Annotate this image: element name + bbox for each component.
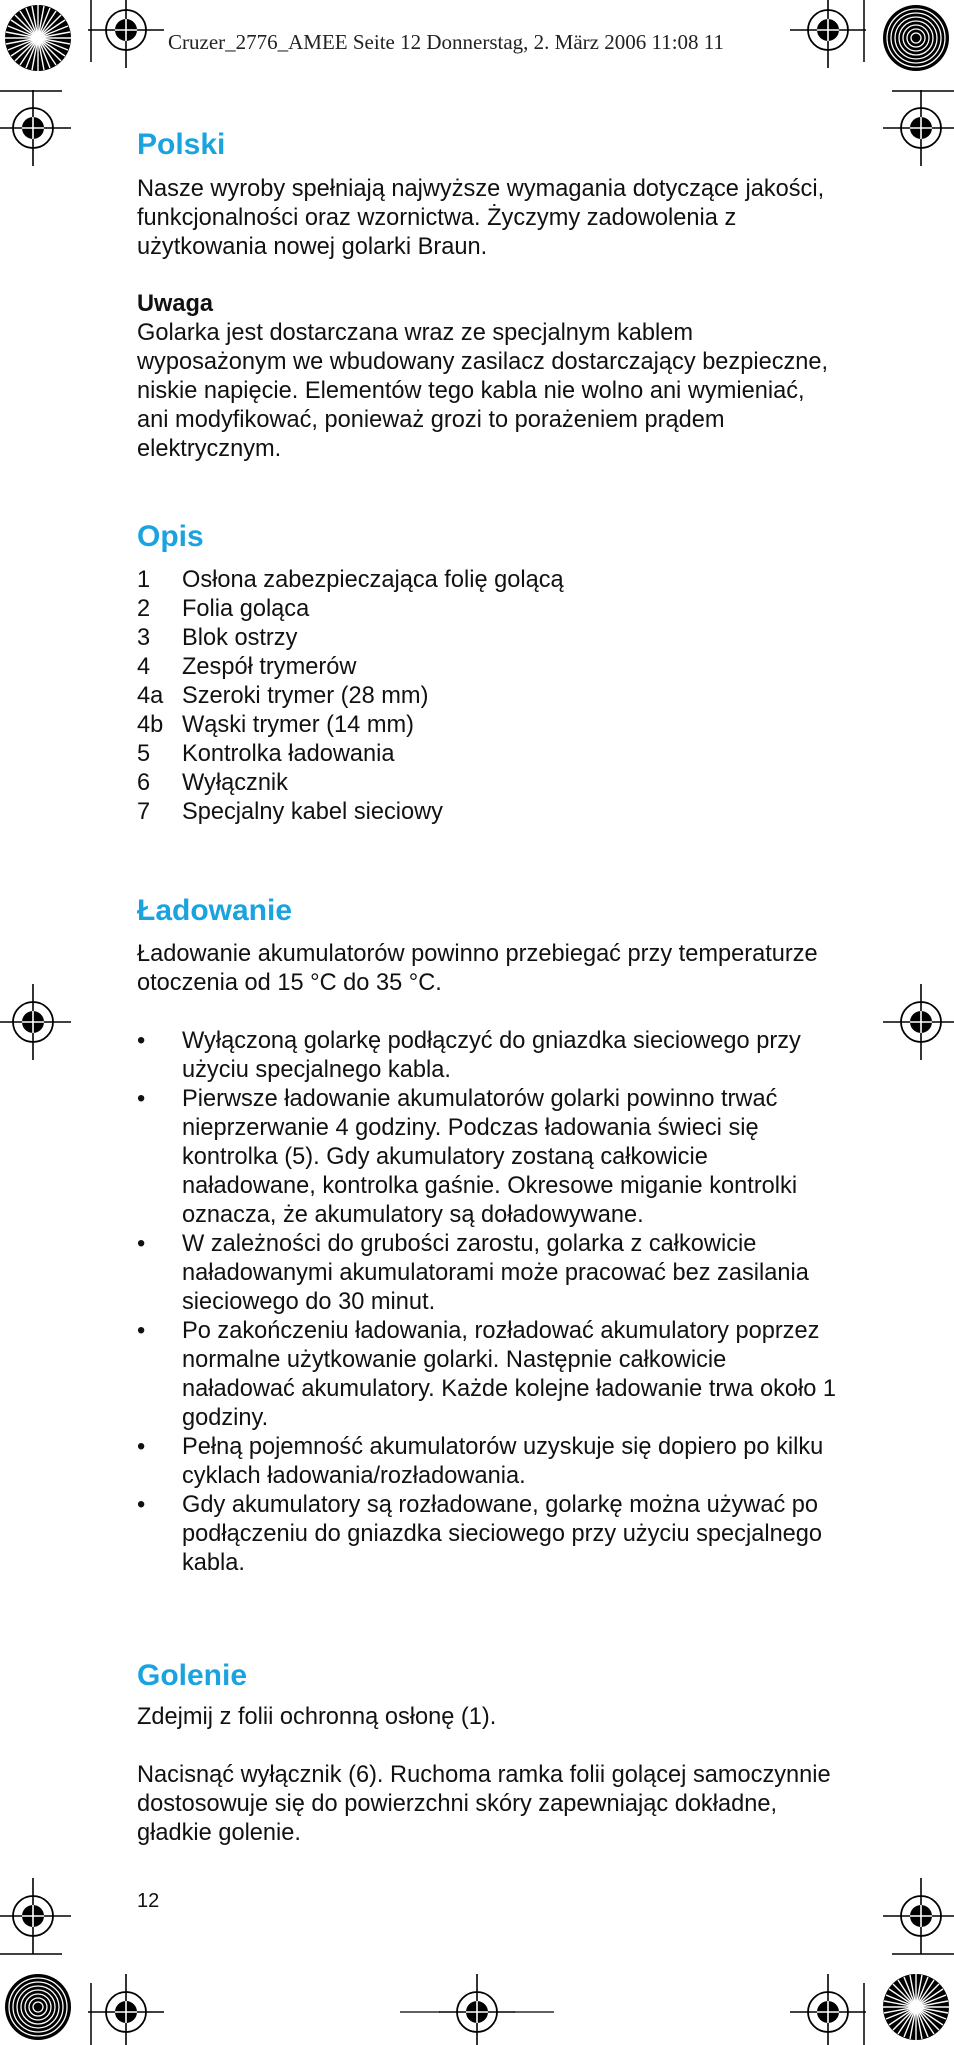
page-number: 12 [137,1890,160,1912]
bullet-marker: • [137,1318,146,1344]
item-text: Specjalny kabel sieciowy [182,799,443,825]
bullet-item [137,1433,837,1491]
registration-mark-left-upper [0,90,71,166]
starburst-mark-top-left [5,5,71,71]
item-text: Wąski trymer (14 mm) [182,712,414,738]
bullet-text: Gdy akumulatory są rozładowane, golarkę można używać po podłączeniu do gniazdka sieciowego przy użyciu specjalnego kabla. [182,1492,823,1576]
item-number: 4 [137,654,151,680]
item-number: 7 [137,799,151,825]
item-number: 5 [137,741,151,767]
intro-paragraph: Nasze wyroby spełniają najwyższe wymagania dotyczące jakości, funkcjonalności oraz wzornictwa. Życzymy zadowolenia z użytkowania nowej golarki Braun. [137,176,825,260]
item-number: 4b [137,712,164,738]
registration-mark-left-lower [0,1878,71,1954]
item-number: 3 [137,625,151,651]
registration-mark-top-right [790,0,866,68]
bullet-text: Pełną pojemność akumulatorów uzyskuje się dopiero po kilku cyklach ładowania/rozładowania. [182,1434,824,1489]
bullet-text: W zależności do grubości zarostu, golarka z całkowicie naładowanymi akumulatorami może pracować bez zasilania sieciowego do 30 minut. [182,1231,809,1315]
registration-mark-bottom-right [790,1974,866,2045]
print-slug: Cruzer_2776_AMEE Seite 12 Donnerstag, 2. März 2006 11:08 11 [168,30,725,54]
item-text: Blok ostrzy [182,625,298,651]
shaving-paragraph-2: Nacisnąć wyłącznik (6). Ruchoma ramka folii golącej samoczynnie dostosowuje się do powierzchni skóry zapewniając dokładne, gładkie golenie. [137,1762,831,1846]
bullet-marker: • [137,1086,146,1112]
item-text: Wyłącznik [182,770,288,796]
item-text: Zespół trymerów [182,654,357,680]
item-text: Kontrolka ładowania [182,741,395,767]
list-item [137,566,564,595]
item-number: 6 [137,770,151,796]
starburst-mark-bottom-right [883,1974,949,2040]
item-number: 1 [137,567,151,593]
registration-mark-right-upper [883,90,954,166]
bullet-text: Wyłączoną golarkę podłączyć do gniazdka sieciowego przy użyciu specjalnego kabla. [182,1028,801,1083]
list-item [137,740,564,769]
list-item [137,624,564,653]
item-number: 2 [137,596,151,622]
section-title-opis: Opis [137,520,204,553]
bullet-marker: • [137,1434,146,1460]
registration-mark-right-middle [883,984,954,1060]
ring-mark-bottom-left [5,1974,71,2040]
charging-intro: Ładowanie akumulatorów powinno przebiegać przy temperaturze otoczenia od 15 °C do 35 °C. [137,941,818,996]
item-number: 4a [137,683,164,709]
bullet-item [137,1027,837,1085]
note-title: Uwaga [137,291,214,317]
item-text: Folia goląca [182,596,310,622]
bullet-item [137,1491,837,1578]
list-item [137,682,564,711]
note-paragraph: Golarka jest dostarczana wraz ze specjalnym kablem wyposażonym we wbudowany zasilacz dostarczający bezpieczne, niskie napięcie. Elementów tego kabla nie wolno ani wymieniać, ani modyfikować, ponieważ grozi to porażeniem prądem elektrycznym. [137,320,829,462]
parts-list [137,566,564,827]
registration-mark-right-lower [883,1878,954,1954]
bullet-marker: • [137,1492,146,1518]
section-title-golenie: Golenie [137,1659,248,1692]
section-title-ladowanie: Ładowanie [137,894,293,927]
bullet-marker: • [137,1028,146,1054]
registration-mark-bottom-left [88,1974,164,2045]
ring-mark-top-right [883,5,949,71]
registration-mark-top-left [88,0,164,68]
registration-mark-bottom-center [439,1974,515,2045]
list-item [137,595,564,624]
bullet-item [137,1230,837,1317]
section-title-polski: Polski [137,128,226,161]
shaving-paragraph-1: Zdejmij z folii ochronną osłonę (1). [137,1704,497,1730]
registration-mark-left-middle [0,984,71,1060]
bullet-item [137,1317,837,1433]
bullet-item [137,1085,837,1230]
list-item [137,711,564,740]
list-item [137,653,564,682]
item-text: Szeroki trymer (28 mm) [182,683,429,709]
bullet-text: Pierwsze ładowanie akumulatorów golarki powinno trwać nieprzerwanie 4 godziny. Podczas ładowania świeci się kontrolka (5). Gdy akumulatory zostaną całkowicie naładowane, kontrolka gaśnie. Okresowe miganie kontrolki oznacza, że akumulatory są doładowywane. [182,1086,798,1228]
bullet-text: Po zakończeniu ładowania, rozładować akumulatory poprzez normalne użytkowanie golarki. Następnie całkowicie naładować akumulatory. Każde kolejne ładowanie trwa około 1 godziny. [182,1318,837,1431]
list-item [137,769,564,798]
bullet-marker: • [137,1231,146,1257]
charging-bullets [137,1027,837,1578]
item-text: Osłona zabezpieczająca folię golącą [182,567,564,593]
list-item [137,798,564,827]
